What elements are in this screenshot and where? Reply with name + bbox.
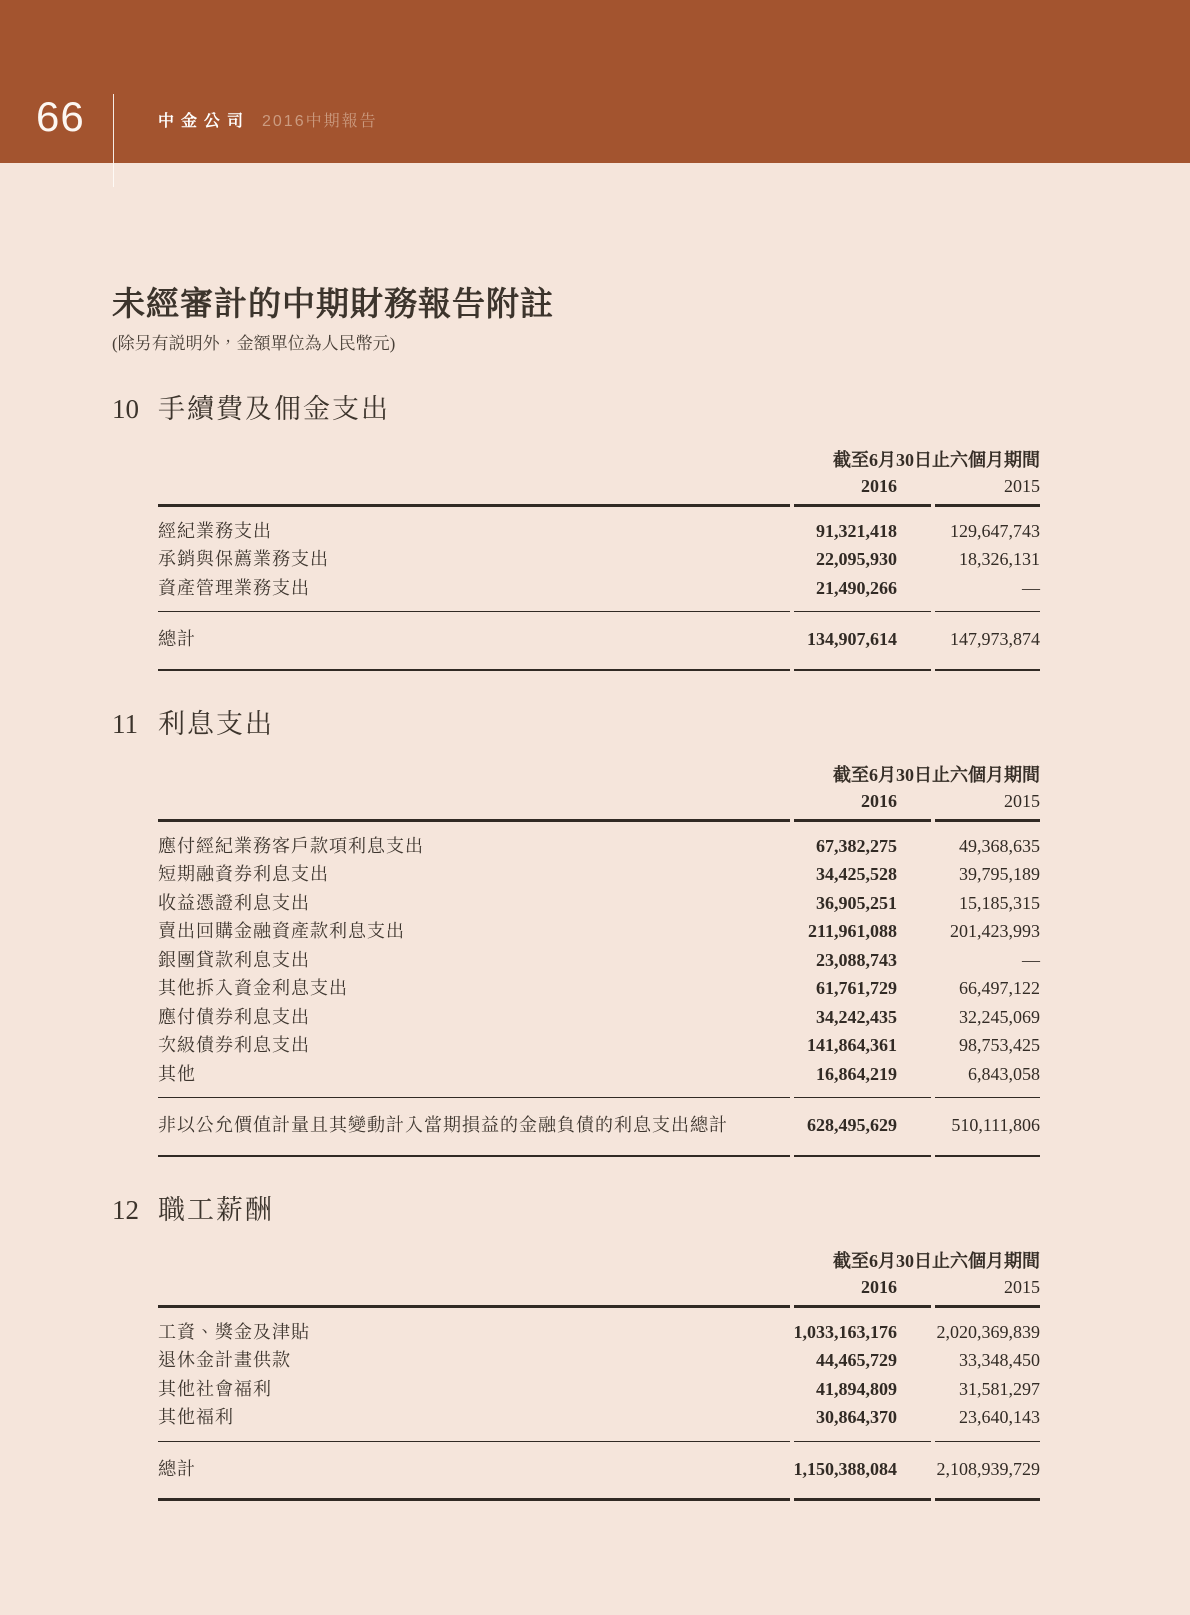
value-2016: 23,088,743: [816, 949, 897, 970]
value-2016: 34,425,528: [816, 864, 897, 884]
row-label: 經紀業務支出: [158, 520, 272, 541]
table-row: [158, 1375, 1040, 1404]
row-label: 退休金計畫供款: [158, 1350, 291, 1370]
total-value-2016: 134,907,614: [807, 629, 897, 649]
value-2016: 1,033,163,176: [793, 1321, 897, 1342]
total-row: [158, 1111, 1040, 1140]
value-2016: 16,864,219: [816, 1063, 897, 1084]
page-title: 未經審計的中期財務報告附註: [112, 287, 554, 323]
row-label: 銀團貸款利息支出: [158, 949, 310, 970]
column-header-2016: 2016: [861, 1277, 897, 1297]
table-rows: [158, 822, 1040, 1098]
value-2016: 141,864,361: [807, 1035, 897, 1055]
table-row: [158, 832, 1040, 861]
total-row-wrap: [158, 1442, 1040, 1494]
financial-table: [158, 763, 1040, 1157]
table-row: [158, 946, 1040, 975]
row-label: 其他福利: [158, 1407, 234, 1427]
total-label: 總計: [158, 1458, 196, 1479]
note-heading: [112, 1194, 1040, 1226]
value-2016: 22,095,930: [816, 549, 897, 569]
row-label: 收益憑證利息支出: [158, 892, 310, 913]
total-value-2015: 2,108,939,729: [936, 1458, 1040, 1479]
row-label: 承銷與保薦業務支出: [158, 549, 329, 569]
row-label: 應付債券利息支出: [158, 1006, 310, 1027]
value-2016: 211,961,088: [807, 921, 897, 941]
total-value-2016: 1,150,388,084: [793, 1458, 897, 1479]
year-header-row: [158, 473, 1040, 499]
period-header: 截至6月30日止六個月期間: [833, 450, 1040, 470]
value-2016: 41,894,809: [816, 1378, 897, 1399]
value-2015: 49,368,635: [959, 835, 1040, 856]
row-label: 應付經紀業務客戶款項利息支出: [158, 835, 424, 856]
value-2015: 15,185,315: [959, 892, 1040, 913]
total-label: 總計: [158, 629, 196, 649]
table-rule-subtotal: [158, 1441, 1040, 1442]
table-row: [158, 974, 1040, 1003]
table-row: [158, 1403, 1040, 1432]
row-label: 其他: [158, 1063, 196, 1084]
value-2016: 30,864,370: [816, 1407, 897, 1427]
report-title: 2016中期報告: [262, 113, 378, 130]
year-header-row: [158, 788, 1040, 814]
year-header-row: [158, 1274, 1040, 1300]
table-row: [158, 1031, 1040, 1060]
value-2015: 39,795,189: [959, 864, 1040, 884]
value-2016: 91,321,418: [816, 520, 897, 541]
value-2015: 33,348,450: [959, 1350, 1040, 1370]
value-2015: 23,640,143: [959, 1407, 1040, 1427]
table-row: [158, 1318, 1040, 1347]
financial-table: [158, 448, 1040, 671]
table-row: [158, 1346, 1040, 1375]
value-2015: 201,423,993: [950, 921, 1040, 941]
page-header-band: [0, 0, 1190, 163]
table-rows: [158, 507, 1040, 612]
value-2016: 44,465,729: [816, 1350, 897, 1370]
table-rule-bottom: [158, 1498, 1040, 1501]
total-value-2015: 510,111,806: [951, 1115, 1040, 1135]
note-section: [112, 393, 1040, 671]
table-row: [158, 545, 1040, 574]
note-number: 10: [112, 394, 139, 424]
total-label: 非以公允價值計量且其變動計入當期損益的金融負債的利息支出總計: [158, 1115, 728, 1135]
table-rule-bottom: [158, 1155, 1040, 1158]
value-2015: —: [1022, 949, 1040, 970]
value-2015: 32,245,069: [959, 1006, 1040, 1027]
note-section: [112, 1194, 1040, 1501]
table-row: [158, 574, 1040, 603]
page-subtitle: (除另有説明外，金額單位為人民幣元): [112, 334, 396, 353]
table-rule-bottom: [158, 669, 1040, 672]
note-number: 12: [112, 1195, 139, 1225]
row-label: 次級債券利息支出: [158, 1035, 310, 1055]
column-header-2015: 2015: [1004, 476, 1040, 496]
total-value-2016: 628,495,629: [807, 1115, 897, 1135]
header-divider-line: [113, 94, 114, 187]
total-row-wrap: [158, 612, 1040, 664]
document-body: [0, 163, 1190, 1501]
value-2015: 2,020,369,839: [936, 1321, 1040, 1342]
note-section: [112, 708, 1040, 1157]
column-header-2015: 2015: [1004, 791, 1040, 811]
value-2015: 129,647,743: [950, 520, 1040, 541]
total-row: [158, 1455, 1040, 1484]
table-rule-top: [158, 504, 1040, 507]
table-rows: [158, 1308, 1040, 1441]
table-row: [158, 517, 1040, 546]
financial-table: [158, 1249, 1040, 1501]
notes-container: [112, 393, 1040, 1501]
total-value-2015: 147,973,874: [950, 629, 1040, 649]
row-label: 賣出回購金融資產款利息支出: [158, 921, 405, 941]
value-2016: 21,490,266: [816, 577, 897, 598]
note-title: 手續費及佣金支出: [158, 394, 390, 424]
row-label: 其他拆入資金利息支出: [158, 978, 348, 998]
value-2016: 36,905,251: [816, 892, 897, 913]
value-2016: 34,242,435: [816, 1006, 897, 1027]
note-title: 職工薪酬: [158, 1195, 274, 1225]
total-row: [158, 625, 1040, 654]
table-rule-top: [158, 1305, 1040, 1308]
row-label: 資產管理業務支出: [158, 577, 310, 598]
row-label: 短期融資券利息支出: [158, 864, 329, 884]
table-row: [158, 917, 1040, 946]
table-row: [158, 860, 1040, 889]
table-rule-subtotal: [158, 611, 1040, 612]
period-header: 截至6月30日止六個月期間: [833, 1251, 1040, 1271]
value-2015: 98,753,425: [959, 1035, 1040, 1055]
column-header-2016: 2016: [861, 476, 897, 496]
column-header-2015: 2015: [1004, 1277, 1040, 1297]
table-rule-top: [158, 819, 1040, 822]
total-row-wrap: [158, 1098, 1040, 1150]
note-number: 11: [112, 709, 138, 739]
table-rule-subtotal: [158, 1097, 1040, 1098]
page-number: 66: [36, 93, 85, 140]
table-row: [158, 1060, 1040, 1089]
value-2016: 61,761,729: [816, 978, 897, 998]
note-heading: [112, 393, 1040, 425]
value-2016: 67,382,275: [816, 835, 897, 856]
value-2015: 18,326,131: [959, 549, 1040, 569]
company-name: 中金公司: [158, 113, 251, 130]
row-label: 其他社會福利: [158, 1378, 272, 1399]
note-title: 利息支出: [158, 709, 274, 739]
row-label: 工資、獎金及津貼: [158, 1321, 310, 1342]
column-header-2016: 2016: [861, 791, 897, 811]
value-2015: 31,581,297: [959, 1378, 1040, 1399]
value-2015: 66,497,122: [959, 978, 1040, 998]
note-heading: [112, 708, 1040, 740]
table-row: [158, 889, 1040, 918]
table-row: [158, 1003, 1040, 1032]
value-2015: —: [1022, 577, 1040, 598]
period-header: 截至6月30日止六個月期間: [833, 765, 1040, 785]
value-2015: 6,843,058: [968, 1063, 1040, 1084]
